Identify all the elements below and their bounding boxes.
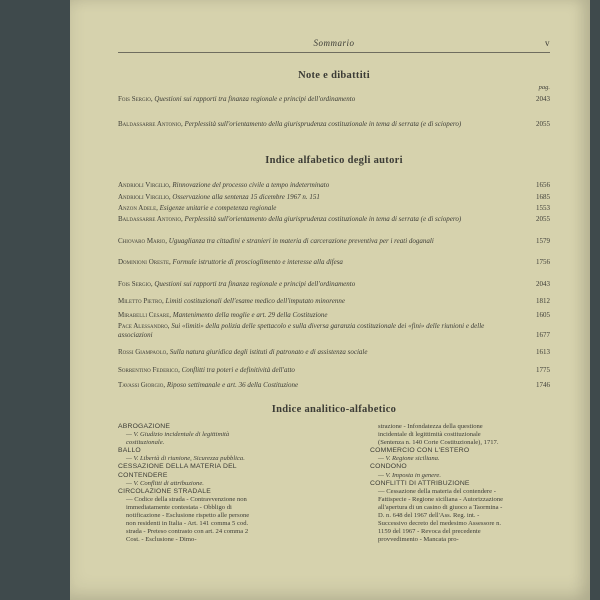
author-entry	[118, 258, 550, 267]
author-entry	[118, 348, 550, 357]
index-crossref: — V. Conflitti di attribuzione.	[126, 479, 204, 487]
index-body: strazione - Infondatezza della questione incidentale di legittimità costituzionale (Sentenza n. 140 Corte Costituzionale), 1717.	[378, 423, 499, 447]
entry-author: Rossi Giampaolo,	[118, 348, 170, 356]
entry-title: Uguaglianza tra cittadini e stranieri in materia di carcerazione preventiva per i reati doganali	[168, 237, 434, 245]
entry-text	[118, 193, 550, 202]
author-entry	[118, 237, 550, 246]
entry-author: Fois Sergio,	[118, 95, 155, 103]
entry-title: Sui «limiti» della polizia delle spettacolo e sulla diversa garanzia costituzionale dei «fini» delle riunioni e delle associazioni	[118, 322, 485, 339]
index-heading: BALLO	[118, 447, 141, 455]
entry-title: Riposo settimanale e art. 36 della Costituzione	[166, 381, 299, 389]
entry-page: 1553	[536, 204, 550, 212]
entry-text	[118, 322, 550, 339]
entry-title: Rinnovazione del processo civile a tempo indeterminato	[172, 181, 330, 189]
entry-author: Baldassarre Antonio,	[118, 215, 185, 223]
entry-author: Mirabelli Cesare,	[118, 311, 173, 319]
entry-text	[118, 348, 550, 357]
entry-title: Formule istruttorie di proscioglimento e interesse alla difesa	[172, 258, 343, 266]
entry-author: Pace Alessandro,	[118, 322, 172, 330]
entry-title: Esigenze unitarie e competenza regionale	[159, 204, 277, 212]
entry-author: Fois Sergio,	[118, 280, 155, 288]
index-heading: ABROGAZIONE	[118, 423, 171, 430]
pag-label: pag.	[538, 84, 550, 91]
analytic-column-left	[118, 423, 256, 544]
entry-page: 1677	[536, 330, 550, 339]
author-entry	[118, 204, 550, 213]
entry-text	[118, 381, 550, 390]
entry-page: 1656	[536, 181, 550, 189]
entry-text	[118, 366, 550, 375]
entry-text	[118, 95, 550, 104]
analytic-column-right	[370, 423, 508, 544]
running-head	[118, 38, 550, 53]
entry-author: Baldassarre Antonio,	[118, 120, 185, 128]
index-body: — Codice della strada - Contravvenzione non immediatamente contestata - Obbligo di notificazione - Esclusione rispetto alle persone non residenti in Italia - Art. 141 comma 5 cod. strada - Preteso contrasto con art. 24 comma 2 Cost. - Esclusione - Dimo-	[126, 495, 250, 544]
entry-text	[118, 280, 550, 289]
entry-text	[118, 311, 550, 320]
entry-title: Questioni sui rapporti tra finanza regionale e principi dell'ordinamento	[154, 95, 356, 103]
author-entry	[118, 311, 550, 320]
section-heading-authors: Indice alfabetico degli autori	[265, 155, 403, 166]
entry-page: 1756	[536, 258, 550, 266]
entry-title: Perplessità sull'orientamento della giurisprudenza costituzionale in tema di serrata (e di sciopero)	[184, 120, 462, 128]
entry-text	[118, 258, 550, 267]
entry-author: Tavassi Giorgio,	[118, 381, 167, 389]
author-entry	[118, 280, 550, 289]
index-heading: CIRCOLAZIONE STRADALE	[118, 487, 211, 495]
section-heading-analytic: Indice analitico-alfabetico	[271, 404, 397, 415]
entry-text	[118, 120, 550, 129]
index-body: — Cessazione della materia del contendere - Fattispecie - Regione siciliana - Autorizzazione all'apertura di un casino di giuoco a Taormina - D. n. 648 del 1967 dell'Ass. Reg. int. - Successivo decreto del medesimo Assessore n. 1159 del 1967 - Revoca del precedente provvedimento - Mancata pro-	[378, 487, 504, 544]
entry-author: Anzon Adele,	[118, 204, 160, 212]
entry-page: 1613	[536, 348, 550, 356]
index-crossref: — V. Regione siciliana.	[378, 455, 440, 463]
entry-title: Osservazione alla sentenza 15 dicembre 1967 n. 151	[172, 193, 320, 201]
entry-text	[118, 181, 550, 190]
entry-title: Questioni sui rapporti tra finanza regionale e principi dell'ordinamento	[154, 280, 356, 288]
author-entry	[118, 193, 550, 202]
running-head-title: Sommario	[313, 38, 355, 48]
note-entry	[118, 95, 550, 104]
entry-page: 1775	[536, 366, 550, 374]
author-entry	[118, 181, 550, 190]
page-number: v	[545, 38, 550, 48]
entry-title: Sulla natura giuridica degli istituti di patronato e di assistenza sociale	[169, 348, 368, 356]
entry-author: Andrioli Virgilio,	[118, 181, 173, 189]
entry-author: Sorrentino Federico,	[118, 366, 182, 374]
index-heading: CONDONO	[370, 463, 407, 471]
entry-text	[118, 215, 550, 224]
entry-page: 1812	[536, 297, 550, 305]
entry-page: 1605	[536, 311, 550, 319]
index-heading: CONFLITTI DI ATTRIBUZIONE	[370, 479, 470, 487]
note-entry	[118, 120, 550, 129]
entry-page: 2055	[536, 120, 550, 128]
entry-page: 1746	[536, 381, 550, 389]
book-page	[70, 0, 590, 600]
entry-text	[118, 237, 550, 246]
author-entry	[118, 366, 550, 375]
section-heading-note: Note e dibattiti	[298, 70, 370, 81]
index-heading: COMMERCIO CON L'ESTERO	[370, 447, 470, 455]
entry-author: Miletto Pietro,	[118, 297, 166, 305]
entry-page: 1579	[536, 237, 550, 245]
index-crossref: — V. Libertà di riunione, Sicurezza pubblica.	[126, 455, 245, 463]
author-entry	[118, 322, 550, 339]
entry-title: Mantenimento della moglie e art. 29 della Costituzione	[172, 311, 328, 319]
entry-page: 2043	[536, 280, 550, 288]
entry-author: Chiovaro Mario,	[118, 237, 169, 245]
entry-page: 2055	[536, 215, 550, 223]
author-entry	[118, 381, 550, 390]
entry-text	[118, 297, 550, 306]
entry-page: 1685	[536, 193, 550, 201]
entry-title: Conflitti tra poteri e definitività dell'atto	[181, 366, 295, 374]
author-entry	[118, 297, 550, 306]
entry-author: Dominioni Oreste,	[118, 258, 173, 266]
entry-text	[118, 204, 550, 213]
entry-author: Andrioli Virgilio,	[118, 193, 173, 201]
index-crossref: — V. Giudizio incidentale di legittimità costituzionale.	[126, 431, 230, 447]
author-entry	[118, 215, 550, 224]
entry-title: Perplessità sull'orientamento della giurisprudenza costituzionale in tema di serrata (e di sciopero)	[184, 215, 462, 223]
index-heading: CESSAZIONE DELLA MATERIA DEL CONTENDERE	[118, 463, 237, 479]
entry-page: 2043	[536, 95, 550, 103]
index-crossref: — V. Imposta in genere.	[378, 471, 442, 479]
entry-title: Limiti costituzionali dell'esame medico dell'imputato minorenne	[165, 297, 345, 305]
